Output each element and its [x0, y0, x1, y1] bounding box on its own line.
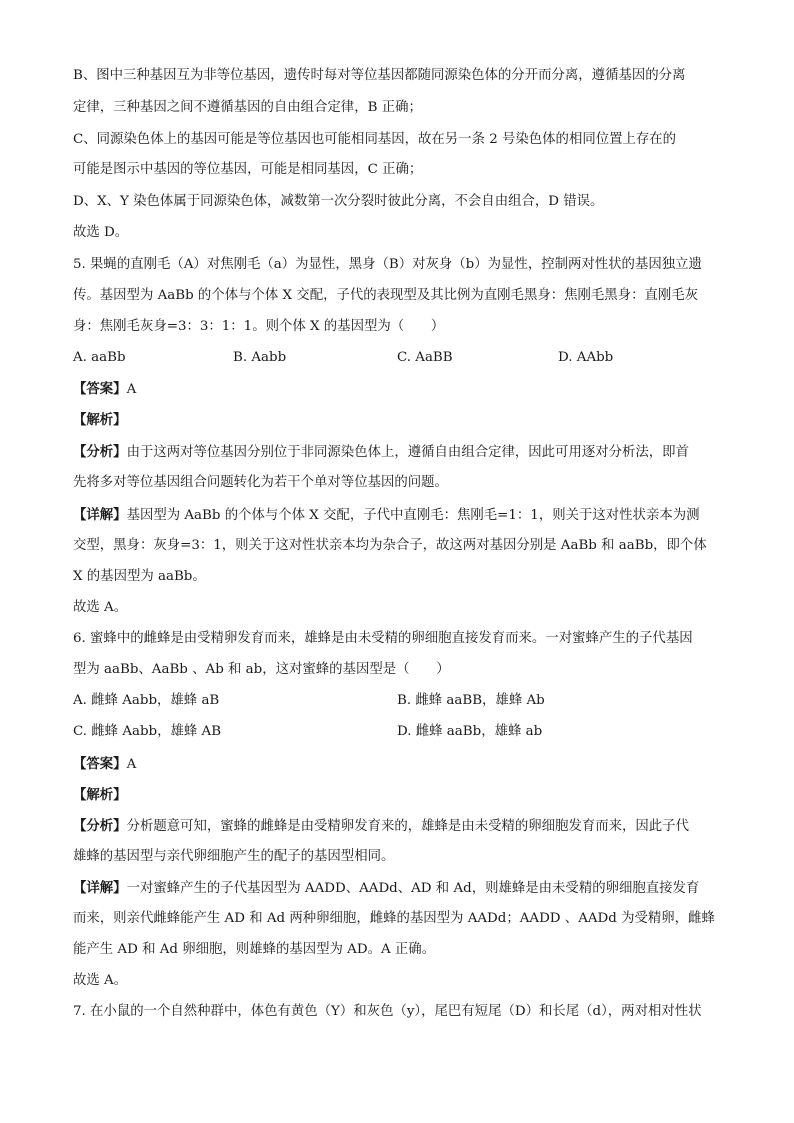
question-6-xiangjie [73, 878, 723, 899]
question-5-answer [73, 379, 723, 400]
question-6-stem: 6. 蜜蜂中的雌蜂是由受精卵发育而来，雄蜂是由未受精的卵细胞直接发育而来。一对蜜蜂产生的子代基因 [73, 631, 693, 646]
analysis-tag: 【解析】 [73, 787, 127, 803]
question-6-fenxi [73, 816, 723, 837]
conclusion: 故选 D。 [73, 225, 129, 240]
option-b-explanation: B、图中三种基因互为非等位基因，遗传时每对等位基因都随同源染色体的分开而分离，遵循基因的分离 [73, 68, 686, 83]
answer-tag: 【答案】 [73, 756, 127, 772]
option-b-explanation-cont: 定律，三种基因之间不遵循基因的自由组合定律，B 正确； [73, 100, 422, 115]
question-5-xiangjie [73, 505, 723, 526]
question-6-fenxi-cont: 雄蜂的基因型与亲代卵细胞产生的配子的基因型相同。 [73, 849, 395, 864]
question-6-xiangjie-cont: 而来，则亲代雌蜂能产生 AD 和 Ad 两种卵细胞，雌蜂的基因型为 AADd；AADD 、AADd 为受精卵，雌蜂 [73, 911, 715, 926]
question-5-option-a: A. aaBb [73, 350, 126, 365]
answer-value: A [126, 382, 137, 397]
answer-value: A [126, 757, 137, 772]
question-5-option-c: C. AaBB [397, 350, 453, 365]
question-5-analysis-heading [73, 410, 723, 431]
xiangjie-text: 一对蜜蜂产生的子代基因型为 AADD、AADd、AD 和 Ad，则雄蜂是由未受精的卵细胞直接发育 [126, 881, 700, 896]
question-5-stem: 5. 果蝇的直刚毛（A）对焦刚毛（a）为显性，黑身（B）对灰身（b）为显性，控制两对性状的基因独立遗 [73, 257, 702, 272]
question-5-xiangjie-cont: 交型，黑身：灰身=3：1，则关于这对性状亲本均为杂合子，故这两对基因分别是 AaBb 和 aaBb，即个体 [73, 538, 707, 553]
question-5-option-b: B. Aabb [233, 350, 287, 365]
question-7-stem: 7. 在小鼠的一个自然种群中，体色有黄色（Y）和灰色（y），尾巴有短尾（D）和长尾（d），两对相对性状 [73, 1004, 702, 1019]
question-5-fenxi [73, 442, 723, 463]
fenxi-text: 分析题意可知，蜜蜂的雌蜂是由受精卵发育来的，雄蜂是由未受精的卵细胞发育而来，因此子代 [126, 819, 689, 834]
option-d-explanation: D、X、Y 染色体属于同源染色体，减数第一次分裂时彼此分离，不会自由组合，D 错误。 [73, 194, 604, 209]
xiangjie-text: 基因型为 AaBb 的个体与个体 X 交配，子代中直刚毛：焦刚毛=1：1，则关于这对性状亲本为测 [126, 508, 700, 523]
xiangjie-tag: 【详解】 [73, 880, 127, 896]
question-5-stem-cont: 传。基因型为 AaBb 的个体与个体 X 交配，子代的表现型及其比例为直刚毛黑身：焦刚毛黑身：直刚毛灰 [73, 288, 699, 303]
analysis-tag: 【解析】 [73, 412, 127, 428]
question-6-answer [73, 754, 723, 775]
question-6-option-d: D. 雌蜂 aaBb，雄蜂 ab [397, 724, 543, 739]
xiangjie-tag: 【详解】 [73, 507, 127, 523]
question-6-stem-cont: 型为 aaBb、AaBb 、Ab 和 ab，这对蜜蜂的基因型是（ ） [73, 662, 450, 677]
option-c-explanation-cont: 可能是图示中基因的等位基因，可能是相同基因，C 正确； [73, 162, 423, 177]
fenxi-tag: 【分析】 [73, 444, 127, 460]
question-6-xiangjie-cont: 能产生 AD 和 Ad 卵细胞，则雄蜂的基因型为 AD。A 正确。 [73, 942, 436, 957]
question-5-option-d: D. AAbb [558, 350, 614, 365]
question-6-option-c: C. 雌蜂 Aabb，雄蜂 AB [73, 724, 222, 739]
question-6-option-b: B. 雌蜂 aaBB，雄蜂 Ab [397, 693, 545, 708]
option-c-explanation: C、同源染色体上的基因可能是等位基因也可能相同基因，故在另一条 2 号染色体的相同位置上存在的 [73, 132, 677, 147]
fenxi-text: 由于这两对等位基因分别位于非同源染色体上，遵循自由组合定律，因此可用逐对分析法，即首 [126, 445, 689, 460]
question-6-analysis-heading [73, 785, 723, 806]
question-6-option-a: A. 雌蜂 Aabb，雄蜂 aB [73, 693, 220, 708]
question-5-fenxi-cont: 先将多对等位基因组合问题转化为若干个单对等位基因的问题。 [73, 475, 448, 490]
fenxi-tag: 【分析】 [73, 818, 127, 834]
question-6-conclusion: 故选 A。 [73, 973, 128, 988]
question-5-stem-cont: 身：焦刚毛灰身=3：3：1：1。则个体 X 的基因型为（ ） [73, 319, 445, 334]
question-5-conclusion: 故选 A。 [73, 600, 128, 615]
question-5-xiangjie-cont: X 的基因型为 aaBb。 [73, 569, 206, 584]
answer-tag: 【答案】 [73, 381, 127, 397]
